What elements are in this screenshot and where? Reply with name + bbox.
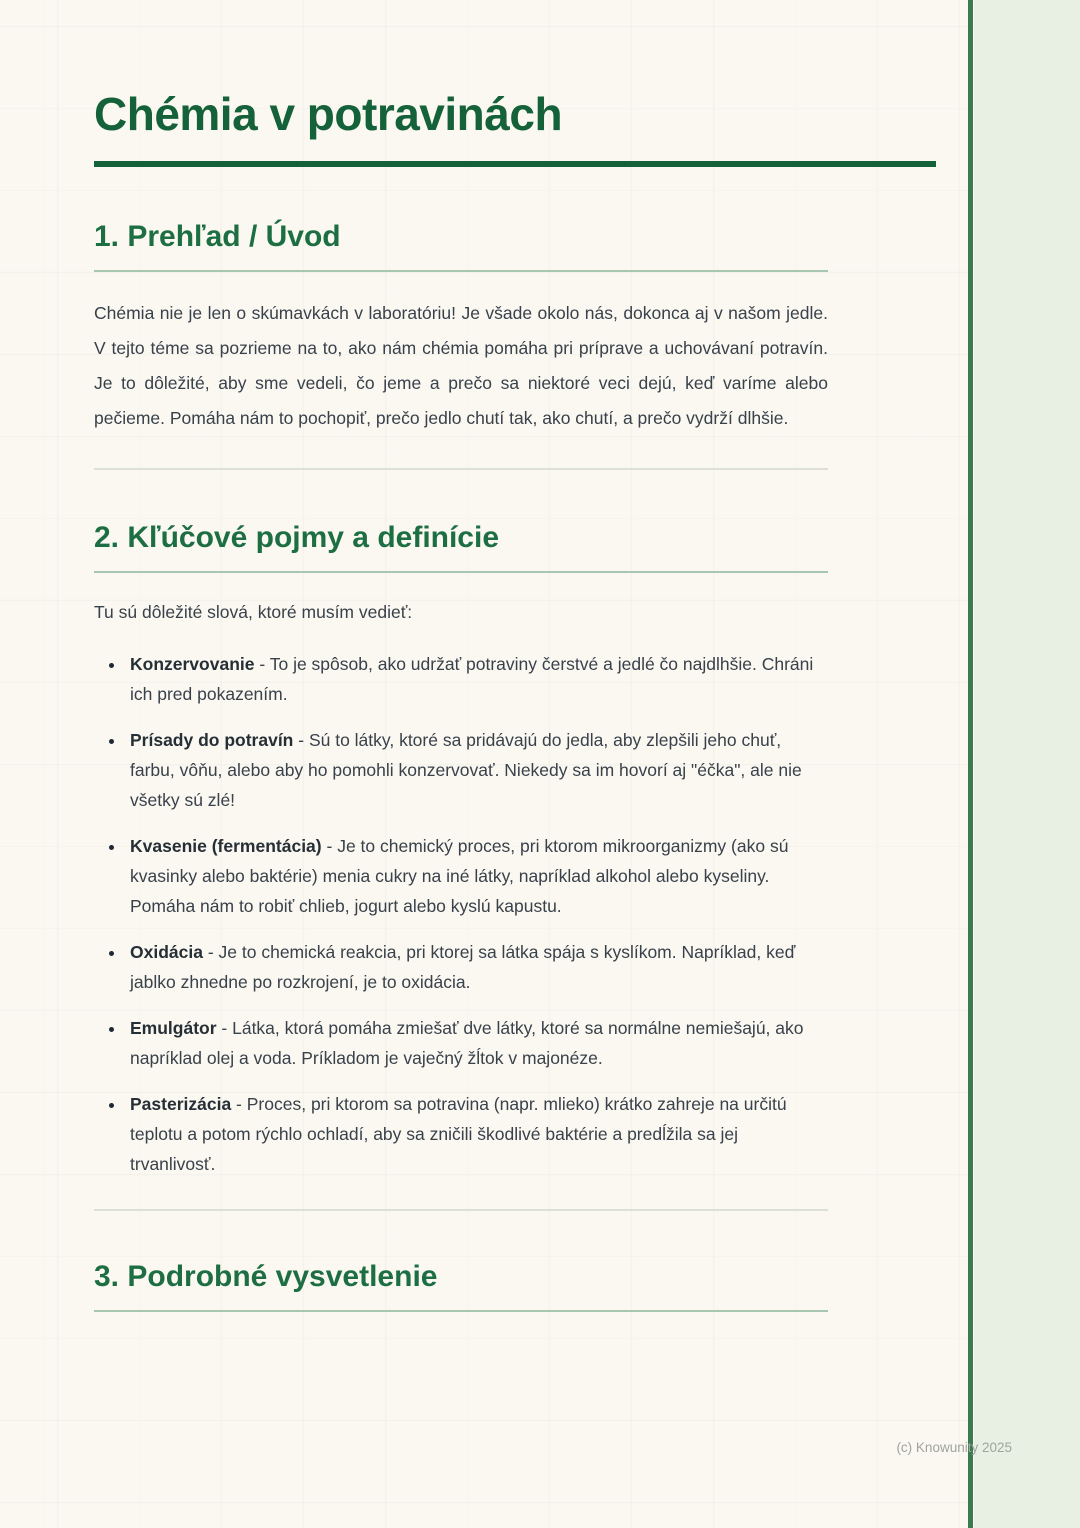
key-terms-intro: Tu sú dôležité slová, ktoré musím vedieť: xyxy=(94,602,413,622)
term-separator: - xyxy=(254,654,270,674)
term-separator: - xyxy=(202,942,219,962)
right-accent-line xyxy=(968,0,973,1528)
copyright-watermark: (c) Knowunity 2025 xyxy=(896,1440,1012,1455)
section-heading-key-terms: 2. Kľúčové pojmy a definície xyxy=(94,521,500,554)
term-definition: Je to chemická reakcia, pri ktorej sa látka spája s kyslíkom. Napríklad, keď jablko zhnedne po rozkrojení, je to oxidácia. xyxy=(130,942,796,992)
term-item-oxidacia xyxy=(126,937,828,997)
heading-underline xyxy=(94,1310,828,1312)
term-name: Prísady do potravín xyxy=(130,730,294,750)
section-key-terms xyxy=(94,520,828,1179)
section-detailed-explanation xyxy=(94,1259,828,1312)
term-name: Oxidácia xyxy=(130,942,203,962)
term-name: Pasterizácia xyxy=(130,1094,232,1114)
term-definition: To je spôsob, ako udržať potraviny čerstvé a jedlé čo najdlhšie. Chráni ich pred pokazením. xyxy=(130,654,814,704)
term-item-pasterizacia xyxy=(126,1089,828,1179)
section-divider xyxy=(94,468,828,470)
terms-list xyxy=(94,649,828,1179)
term-item-prisady xyxy=(126,725,828,815)
term-separator: - xyxy=(231,1094,247,1114)
term-name: Konzervovanie xyxy=(130,654,255,674)
section-overview xyxy=(94,219,828,436)
overview-paragraph: Chémia nie je len o skúmavkách v laboratóriu! Je všade okolo nás, dokonca aj v našom jedle. V tejto téme sa pozrieme na to, ako nám chémia pomáha pri príprave a uchovávaní potravín. Je to dôležité, aby sme vedeli, čo jeme a prečo sa niektoré veci dejú, keď varíme alebo pečieme. Pomáha nám to pochopiť, prečo jedlo chutí tak, ako chutí, a prečo vydrží dlhšie. xyxy=(94,303,828,428)
term-definition: Je to chemický proces, pri ktorom mikroorganizmy (ako sú kvasinky alebo baktérie) menia cukry na iné látky, napríklad alkohol alebo kyseliny. Pomáha nám to robiť chlieb, jogurt alebo kyslú kapustu. xyxy=(130,836,789,916)
section-divider xyxy=(94,1209,828,1211)
section-heading-detailed: 3. Podrobné vysvetlenie xyxy=(94,1260,438,1293)
term-name: Emulgátor xyxy=(130,1018,217,1038)
term-item-konzervovanie xyxy=(126,649,828,709)
term-separator: - xyxy=(216,1018,233,1038)
term-item-emulgator xyxy=(126,1013,828,1073)
term-definition: Sú to látky, ktoré sa pridávajú do jedla, aby zlepšili jeho chuť, farbu, vôňu, alebo aby ho pomohli konzervovať. Niekedy sa im hovorí aj "éčka", ale nie všetky sú zlé! xyxy=(130,730,802,810)
document-content xyxy=(94,0,828,1312)
title-rule xyxy=(94,161,936,167)
page-title: Chémia v potravinách xyxy=(94,88,563,140)
term-separator: - xyxy=(321,836,338,856)
term-name: Kvasenie (fermentácia) xyxy=(130,836,322,856)
heading-underline xyxy=(94,270,828,272)
term-definition: Látka, ktorá pomáha zmiešať dve látky, ktoré sa normálne nemiešajú, ako napríklad olej a voda. Príkladom je vaječný žĺtok v majonéze. xyxy=(130,1018,804,1068)
term-item-kvasenie xyxy=(126,831,828,921)
term-separator: - xyxy=(293,730,309,750)
heading-underline xyxy=(94,571,828,573)
section-heading-overview: 1. Prehľad / Úvod xyxy=(94,220,341,253)
right-accent-strip xyxy=(974,0,1080,1528)
term-definition: Proces, pri ktorom sa potravina (napr. mlieko) krátko zahreje na určitú teplotu a potom rýchlo ochladí, aby sa zničili škodlivé baktérie a predĺžila sa jej trvanlivosť. xyxy=(130,1094,787,1174)
